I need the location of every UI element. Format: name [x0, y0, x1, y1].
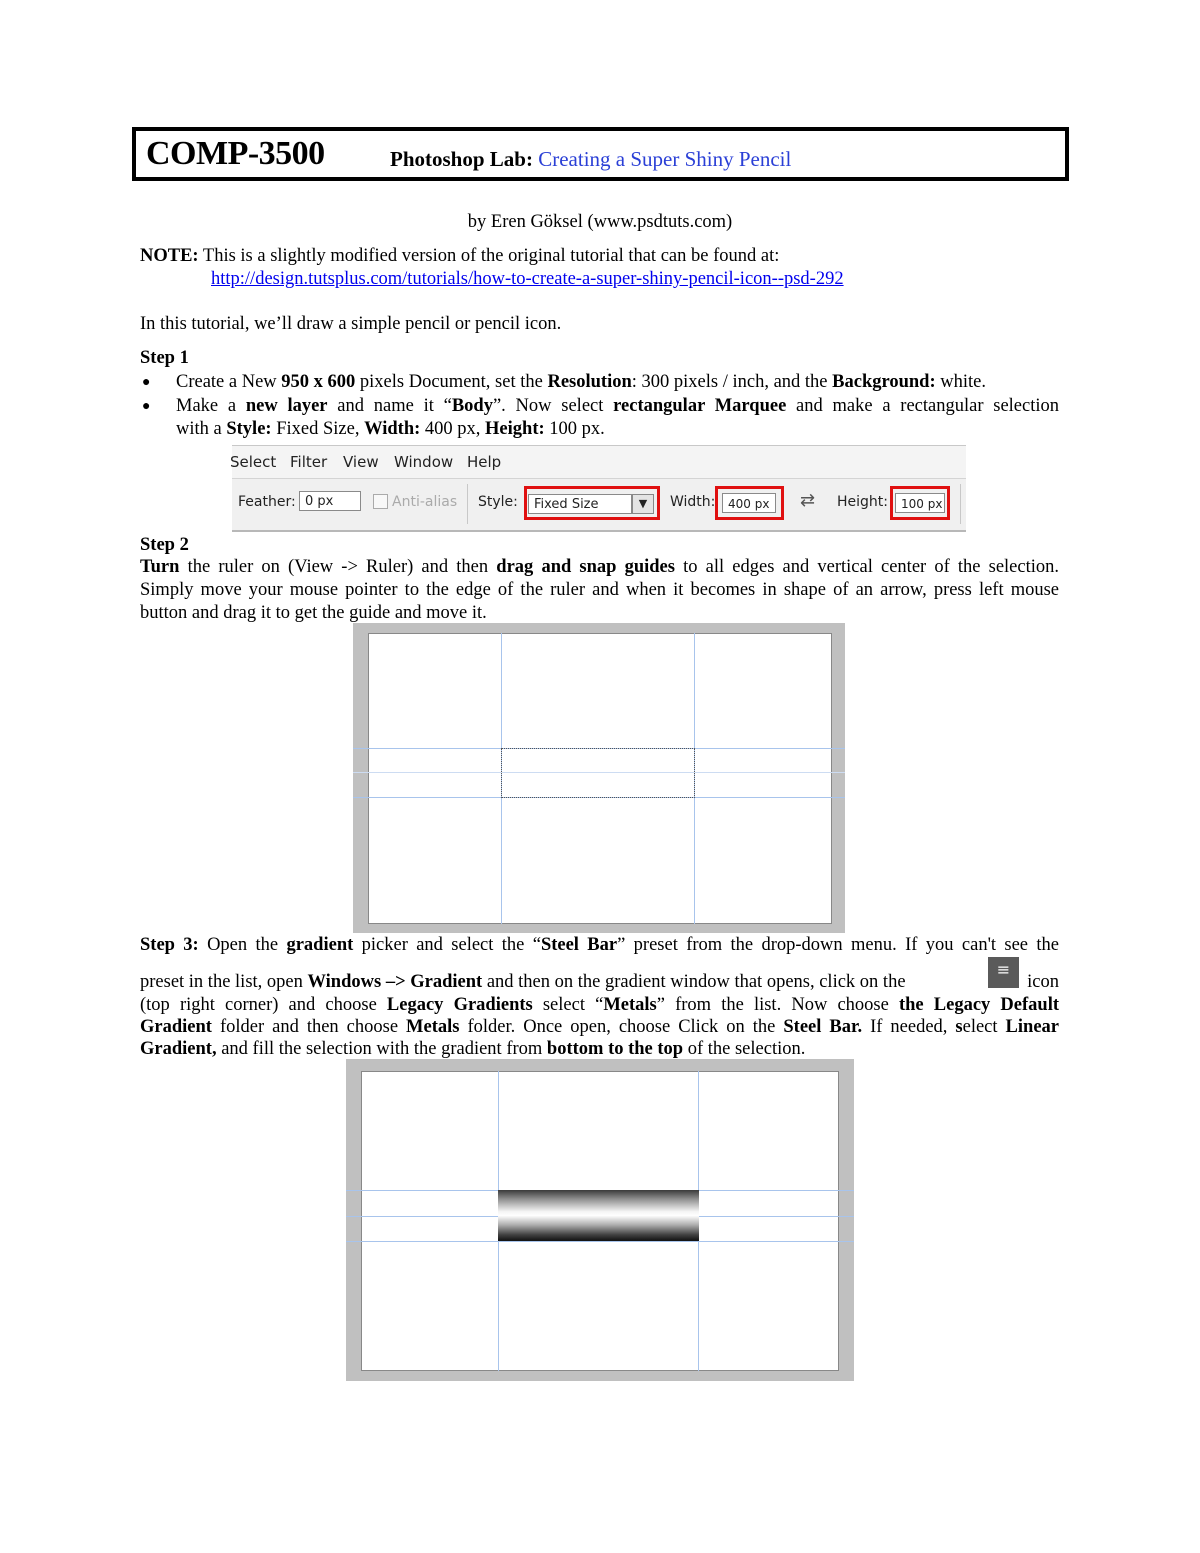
style-label: Style: — [478, 494, 518, 510]
text-bold: Linear — [1005, 1017, 1059, 1037]
menu-window[interactable]: Window — [394, 453, 454, 471]
feather-label: Feather: — [238, 494, 296, 510]
photoshop-toolbar-screenshot — [232, 445, 966, 532]
text-bold: Body — [451, 396, 493, 416]
antialias-checkbox[interactable] — [373, 494, 388, 509]
note-text: This is a slightly modified version of the original tutorial that can be found at: — [202, 246, 780, 266]
step2-line2: Simply move your mouse pointer to the edge of the ruler and when it becomes in shape of an arrow, press left mouse — [140, 580, 1059, 600]
guide-line — [346, 1241, 854, 1242]
menu-filter[interactable]: Filter — [290, 453, 328, 471]
text-bold: Gradient — [140, 1017, 212, 1037]
tutorial-link[interactable]: http://design.tutsplus.com/tutorials/how-to-create-a-super-shiny-pencil-icon--psd-292 — [211, 269, 844, 289]
text-bold: Style: — [226, 419, 272, 439]
step3-line3 — [140, 994, 1059, 1017]
text-run: select “ — [532, 995, 604, 1015]
menu-view[interactable]: View — [343, 453, 379, 471]
rectangular-selection — [501, 748, 695, 798]
step2-line3: button and drag it to get the guide and move it. — [140, 603, 487, 623]
step3-line5 — [140, 1038, 805, 1061]
text-run: and make a rectangular selection — [786, 396, 1059, 416]
text-run: elect — [962, 1017, 1006, 1037]
toolbar-divider — [960, 484, 961, 524]
text-bold: Turn — [140, 557, 180, 577]
note — [140, 245, 779, 268]
style-select[interactable]: Fixed Size — [528, 494, 632, 514]
text-run: preset in the list, open — [140, 972, 308, 992]
step2-heading: Step 2 — [140, 535, 189, 555]
text-run: ” from the list. Now choose — [656, 995, 899, 1015]
step3-line2-main — [140, 971, 906, 994]
text-bold: Metals — [406, 1017, 460, 1037]
text-bold: Windows –> Gradient — [307, 972, 483, 992]
step2-line1 — [140, 556, 1059, 579]
lab-title-text: Creating a Super Shiny Pencil — [538, 147, 792, 171]
gradient-canvas-screenshot — [346, 1059, 854, 1381]
text-run: folder and then choose — [211, 1017, 407, 1037]
text-bold: s — [955, 1017, 963, 1037]
header-box — [132, 127, 1069, 181]
text-run: If needed, — [862, 1017, 956, 1037]
text-run: Make a — [176, 396, 246, 416]
step3-heading: Step 3: — [140, 935, 199, 955]
steel-bar-gradient-fill — [498, 1190, 699, 1241]
text-run: pixels Document, set the — [355, 372, 548, 392]
text-run: Fixed Size, — [271, 419, 365, 439]
text-bold: the Legacy Default — [898, 995, 1059, 1015]
step3-line2 — [140, 960, 1059, 994]
width-label: Width: — [670, 494, 716, 510]
note-label: NOTE: — [140, 246, 199, 266]
text-run: and name it “ — [327, 396, 452, 416]
text-run: ”. Now select — [492, 396, 614, 416]
step3-line4 — [140, 1016, 1059, 1039]
text-bold: bottom to the top — [546, 1039, 684, 1059]
step1-bullet2-line2 — [176, 418, 605, 441]
text-run: to all edges and vertical center of the selection. — [674, 557, 1060, 577]
swap-arrows-icon[interactable]: ⇄ — [800, 490, 816, 511]
text-bold: Steel Bar — [540, 935, 618, 955]
text-bold: Gradient, — [140, 1039, 217, 1059]
text-bold: drag and snap guides — [496, 557, 675, 577]
text-run: Create a New — [176, 372, 282, 392]
step1-bullet2-line1 — [176, 395, 1059, 418]
text-run: icon — [1027, 972, 1059, 992]
text-bold: Resolution — [547, 372, 632, 392]
panel-menu-icon[interactable]: ≡ — [988, 957, 1019, 988]
text-bold: Background: — [832, 372, 936, 392]
text-run: white. — [935, 372, 986, 392]
text-bold: Width: — [364, 419, 421, 439]
antialias-label: Anti-alias — [392, 494, 458, 510]
width-input[interactable]: 400 px — [722, 493, 776, 513]
height-label: Height: — [837, 494, 888, 510]
text-run: folder. Once open, choose Click on the — [459, 1017, 784, 1037]
lab-label: Photoshop Lab: — [390, 147, 533, 171]
text-bold: rectangular Marquee — [613, 396, 787, 416]
text-run: Open the — [198, 935, 287, 955]
text-bold: Legacy Gradients — [386, 995, 533, 1015]
height-input[interactable]: 100 px — [895, 493, 945, 513]
text-run: 100 px. — [544, 419, 605, 439]
text-run: and fill the selection with the gradient from — [216, 1039, 547, 1059]
guides-canvas-screenshot — [353, 623, 845, 933]
lab-title — [390, 147, 791, 172]
text-bold: Metals — [603, 995, 657, 1015]
toolbar-divider — [467, 484, 468, 524]
text-bold: gradient — [286, 935, 354, 955]
text-run: ” preset from the drop-down menu. If you can't see the — [617, 935, 1059, 955]
text-run: and then on the gradient window that opens, click on the — [482, 972, 906, 992]
menu-select[interactable]: Select — [230, 453, 277, 471]
bullet-dot: ● — [142, 399, 151, 414]
text-run: with a — [176, 419, 227, 439]
text-bold: new layer — [245, 396, 328, 416]
step3-line1 — [140, 934, 1059, 957]
step3-line2-end — [996, 960, 1059, 994]
byline: by Eren Göksel (www.psdtuts.com) — [467, 212, 733, 232]
bullet-dot: ● — [142, 375, 151, 390]
feather-input[interactable]: 0 px — [299, 491, 361, 511]
step1-bullet1 — [176, 371, 986, 394]
chevron-down-icon[interactable]: ▼ — [632, 494, 654, 514]
menu-help[interactable]: Help — [467, 453, 502, 471]
text-run: 400 px, — [420, 419, 486, 439]
text-run: : 300 pixels / inch, and the — [631, 372, 833, 392]
text-bold: 950 x 600 — [281, 372, 356, 392]
text-run: (top right corner) and choose — [140, 995, 387, 1015]
step1-heading: Step 1 — [140, 348, 189, 368]
text-run: of the selection. — [683, 1039, 806, 1059]
intro: In this tutorial, we’ll draw a simple pencil or pencil icon. — [140, 314, 562, 334]
text-bold: Steel Bar. — [783, 1017, 863, 1037]
text-run: picker and select the “ — [353, 935, 541, 955]
course-code: COMP-3500 — [146, 135, 325, 172]
text-run: the ruler on (View -> Ruler) and then — [179, 557, 497, 577]
note-link-wrap — [211, 268, 844, 291]
text-bold: Height: — [485, 419, 545, 439]
